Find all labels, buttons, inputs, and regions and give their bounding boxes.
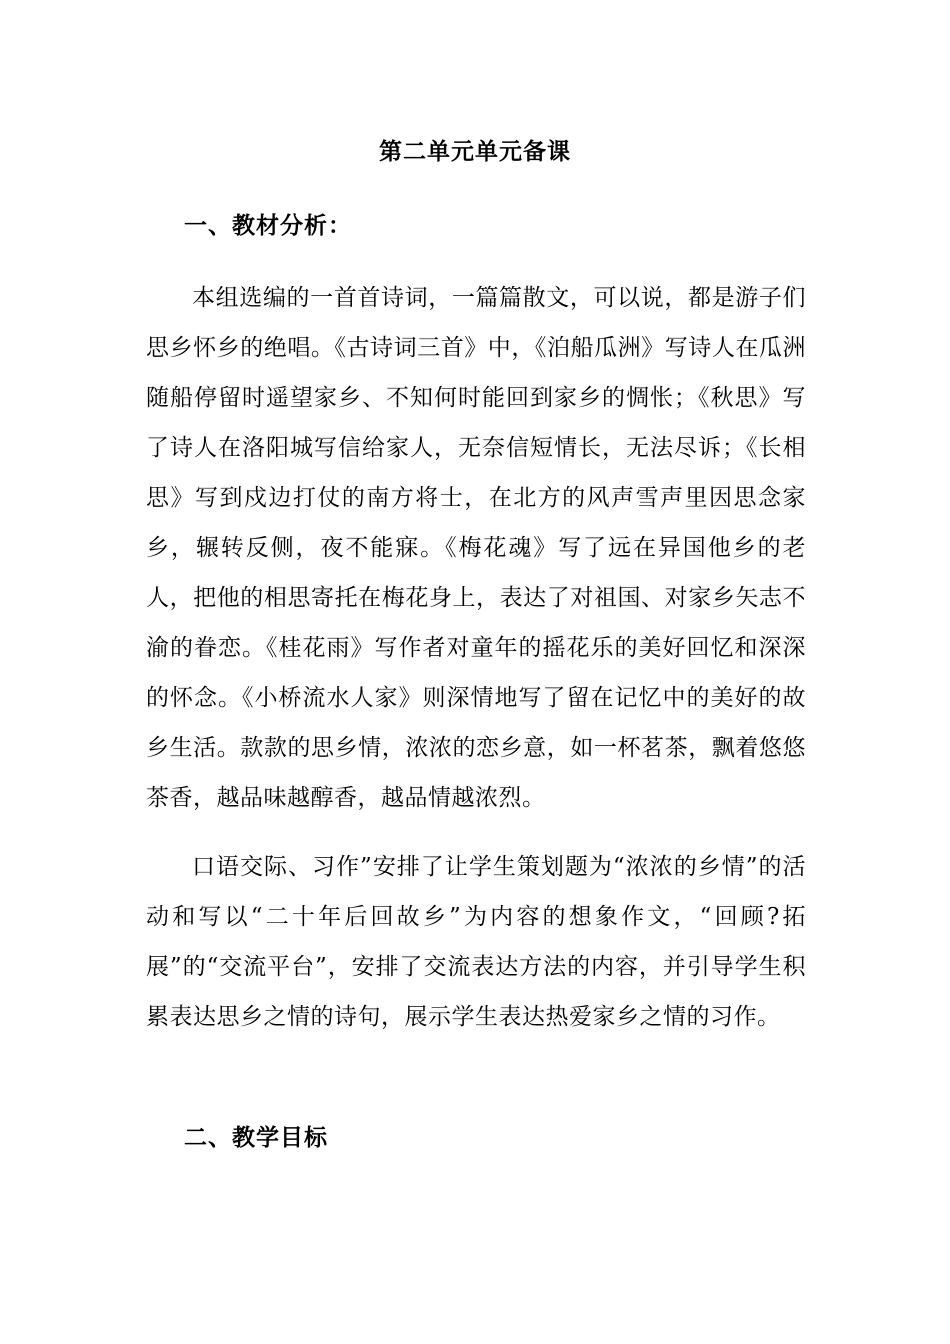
document-title: 第二单元单元备课 xyxy=(379,138,571,165)
section-heading-textbook-analysis: 一、教材分析： xyxy=(184,212,352,239)
section-heading-teaching-goals: 二、教学目标 xyxy=(184,1124,328,1151)
paragraph-oral-and-writing: 口语交际、习作”安排了让学生策划题为“浓浓的乡情”的活动和写以“二十年后回故乡”为内容的想象作文，“回顾?拓展”的“交流平台”，安排了交流表达方法的内容，并引导学生积累表达思乡之情的诗句，展示学生表达热爱家乡之情的习作。 xyxy=(146,854,806,1030)
paragraph-unit-overview: 本组选编的一首首诗词，一篇篇散文，可以说，都是游子们思乡怀乡的绝唱。《古诗词三首》中，《泊船瓜洲》写诗人在瓜洲随船停留时遥望家乡、不知何时能回到家乡的惆怅；《秋思》写了诗人在洛阳城写信给家人，无奈信短情长，无法尽诉；《长相思》写到戍边打仗的南方将士，在北方的风声雪声里因思念家乡，辗转反侧，夜不能寐。《梅花魂》写了远在异国他乡的老人，把他的相思寄托在梅花身上，表达了对祖国、对家乡矢志不渝的眷恋。《桂花雨》写作者对童年的摇花乐的美好回忆和深深的怀念。《小桥流水人家》则深情地写了留在记忆中的美好的故乡生活。款款的思乡情，浓浓的恋乡意，如一杯茗茶，飘着悠悠茶香，越品味越醇香，越品情越浓烈。 xyxy=(146,285,806,811)
